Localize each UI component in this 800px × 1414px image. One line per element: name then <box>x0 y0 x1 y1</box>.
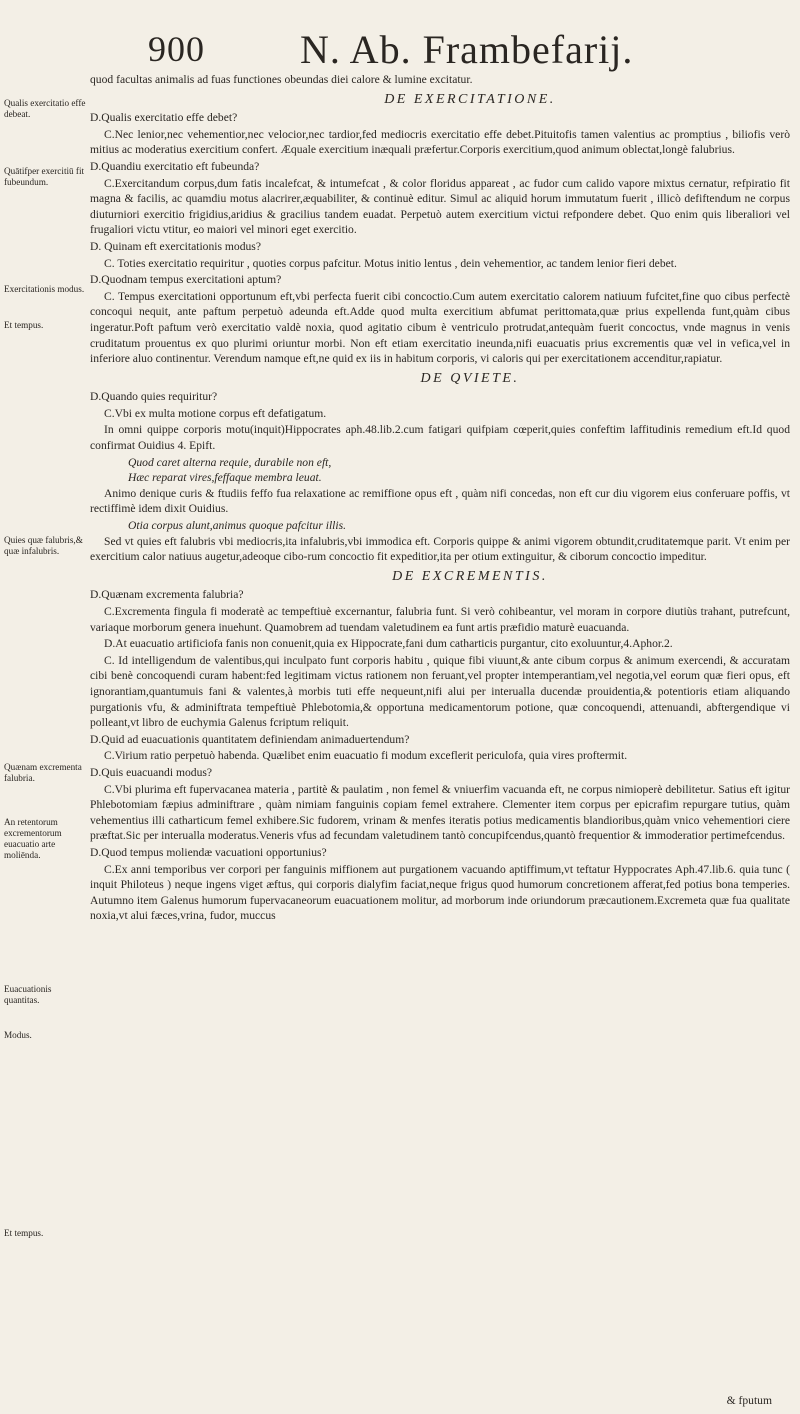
page-header <box>0 20 800 72</box>
margin-note: Qualis exercitatio effe debeat. <box>4 98 86 119</box>
margin-note: Quies quæ falubris,& quæ infalubris. <box>4 535 83 556</box>
answer: C.Vbi ex multa motione corpus eft defatigatum. <box>104 406 327 420</box>
opening-line: quod facultas animalis ad fuas functiones obeundas diei calore & lumine excitatur. <box>90 73 473 86</box>
question: D.Quodnam tempus exercitationi aptum? <box>90 273 282 287</box>
answer: C.Vbi plurima eft fupervacanea materia , partitè & paulatim , non femel & vniuerfim vacuanda eft, ne corpus nimioperè debilitetur. Satius eft igitur Phlebotomiam fæpius adminiftrare , quàm nimiam fanguinis copiam femel extrahere. Clementer item corpus per epicrafim repurgare tutius, quàm vehementius illi catharticum femel exhibere.Sic fudorem, vrinam & menfes iteratis potius medicamentis blandioribus,quàm vnico vehementiori ciere præftat.Sic per interualla moderatus.Veneris vfus ad fecundam valetudinem tantò concupifcendus,quantò frequentior & immoderatior pertimefcendus. <box>90 782 790 843</box>
page-number: 900 <box>148 29 205 69</box>
margin-note: Exercitationis modus. <box>4 284 85 294</box>
answer: C.Exercitandum corpus,dum fatis incalefcat, & intumefcat , & color floridus appareat , ac fudor cum calido vapore mixtus cernatur, refpiratio fit magna & facilis, ac quamdiu motus alacrirer,æquabiliter, & continuè editur. Simul ac aliquid horum immutatum fuerit , illicò defiftendum ne corpus diuturniori exercitio frigidius,aridius & gracilius tandem euadat. Perpetuò autem exercitium victui refpondere debet. Quo enim quis liberaliori vel frugaliori victu vtitur, eo maiori vel minori eget exercitio. <box>90 176 790 237</box>
question: D.Quænam excrementa falubria? <box>90 588 244 602</box>
paragraph: In omni quippe corporis motu(inquit)Hippocrates aph.48.lib.2.cum fatigari quifpiam cœperit,quies confeftim laffitudinis remedium eft.Id quod confirmat Ouidius 4. Epift. <box>90 423 790 453</box>
section-heading-exercitatione: DE EXERCITATIONE. <box>384 91 556 107</box>
answer: C.Excrementa fingula fi moderatè ac tempeftiuè excernantur, falubria funt. Si verò cohibeantur, vel moram in corpore diutiùs trahant, putrefcunt, variaque morborum genera inuehunt. Quamobrem ad tuendam valetudinem ea funt artis præfidio maturè euacuanda. <box>90 605 790 634</box>
question: D.Quid ad euacuationis quantitatem definiendam animaduertendum? <box>90 732 410 746</box>
running-title: N. Ab. Frambefarij. <box>300 27 634 72</box>
answer: C. Tempus exercitationi opportunum eft,vbi perfecta fuerit cibi concoctio.Cum autem exercitatio calorem natiuum fufcitet,fine quo cibus perfectè concoqui nequit, ante paftum perpetuò adeunda eft.Adde quod multa exercitium abfumat perittomata,quæ prius expellenda funt,quàm cibus ingeratur.Poft paftum verò exercitatio valdè noxia, quod agitatio cibum è ventriculo protrudat,antequàm fuerit concoctus, vnde magnus in venis cruditatum prouentus ex quo plurimi oriuntur morbi. Non eft etiam exercitatio ineunda,nifi euacuatis prius excrementis quæ vel in vefica,vel in inferiore aluo continentur. Verendum namque eft,ne quid ex iis in habitum corporis, vi caloris qui per exercitationem accenditur,rapiatur. <box>90 289 790 366</box>
answer: C.Ex anni temporibus ver corpori per fanguinis miffionem aut purgationem vacuando aptiffimum,vt teftatur Hyppocrates Aph.47.lib.6. quia tunc ( inquit Philoteus ) neque ingens viget æftus, qui corporis dialyfim faciat,neque frigus quod humorum concretionem afferat,fed potius bona temperies. Autumno item Galenus humorum fupervacaneorum euacuationem molitur, ad morborum inde oriundorum præcautionem.Excremeta quæ fua qualitate noxia,vt alui fæces,vrina, fudor, muccus <box>90 862 790 923</box>
verse-line: Hæc reparat vires,feffaque membra leuat. <box>128 471 322 485</box>
section-heading-excrementis: DE EXCREMENTIS. <box>392 568 548 584</box>
answer: C.Nec lenior,nec vehementior,nec velocior,nec tardior,fed mediocris exercitatio effe debet.Pituitofis tamen valentius ac promptius , biliofis verò mitius ac moderatius exercitium confert. Æquale exercitium inæquali præfertur.Corporis exercitium,quod animum oblectat,longè falubrius. <box>90 127 790 157</box>
verse-line: Otia corpus alunt,animus quoque pafcitur illis. <box>128 519 347 533</box>
answer: C. Toties exercitatio requiritur , quoties corpus pafcitur. Motus initio lentus , dein vehementior, ac tandem lenior fieri debet. <box>104 256 677 270</box>
catchword: & fputum <box>726 1394 772 1407</box>
question: D.At euacuatio artificiofa fanis non conuenit,quia ex Hippocrate,fani dum catharticis purgantur, cito exoluuntur,4.Aphor.2. <box>104 637 673 651</box>
paragraph: Sed vt quies eft falubris vbi mediocris,ita infalubris,vbi immodica eft. Corporis quippe & animi vigorem obtundit,cruditatemque parit. Vt enim per exercitium calor natiuus augetur,adeoque cibo-rum concoctio fit expeditior,ita per otium extinguitur, & ciborum concoctio impeditur. <box>90 534 790 564</box>
main-text <box>90 72 790 925</box>
question: D.Quis euacuandi modus? <box>90 765 213 779</box>
section-heading-quiete: DE QVIETE. <box>420 370 520 386</box>
answer: C.Virium ratio perpetuò habenda. Quælibet enim euacuatio fi modum exceflerit periculofa, quia vires proftermit. <box>104 749 628 763</box>
question: D. Quinam eft exercitationis modus? <box>90 239 261 253</box>
margin-note: Quænam excrementa falubria. <box>4 762 82 783</box>
question: D.Qualis exercitatio effe debet? <box>90 111 238 125</box>
question: D.Quod tempus moliendæ vacuationi opportunius? <box>90 845 327 859</box>
question: D.Quandiu exercitatio eft fubeunda? <box>90 159 260 173</box>
margin-note: Modus. <box>4 1030 32 1040</box>
margin-note: Et tempus. <box>4 320 44 330</box>
margin-note: Euacuationis quantitas. <box>4 984 52 1005</box>
question: D.Quando quies requiritur? <box>90 390 218 404</box>
paragraph: Animo denique curis & ftudiis feffo fua relaxatione ac remiffione opus eft , quàm nifi concedas, non eft cur diu vigorem eius conferuare poffis, vt rectiffimè idem dixit Ouidius. <box>90 486 790 516</box>
margin-note: An retentorum excrementorum euacuatio arte moliēnda. <box>4 817 62 860</box>
answer: C. Id intelligendum de valentibus,qui inculpato funt corporis habitu , quique fibi viuunt,& ante cibum corpus & animum exercendi, & accuratam cibi benè concoquendi curam habent:fed legitimam victus rationem non feruant,vel propter intemperantiam,vel negotia,vel eorum quæ fieri opus, eft ignorantiam,quantumuis fani & valentes,à morbis tuti effe nequeunt,nifi alui per interualla ducendæ prouidentia,& potentioris etiam aliquando purgationis vfu, & adminiftrata tempeftiuè Phlebotomia,& opportuna medicamentorum potione, quæ concoquendi, attenuandi, abftergendique vi polleant,vt libro de euchymia Galenus fcriptum reliquit. <box>90 653 790 730</box>
margin-note: Et tempus. <box>4 1228 44 1238</box>
margin-note: Quātifper exercitiū fit fubeundum. <box>4 166 85 187</box>
verse-line: Quod caret alterna requie, durabile non eft, <box>128 455 332 469</box>
